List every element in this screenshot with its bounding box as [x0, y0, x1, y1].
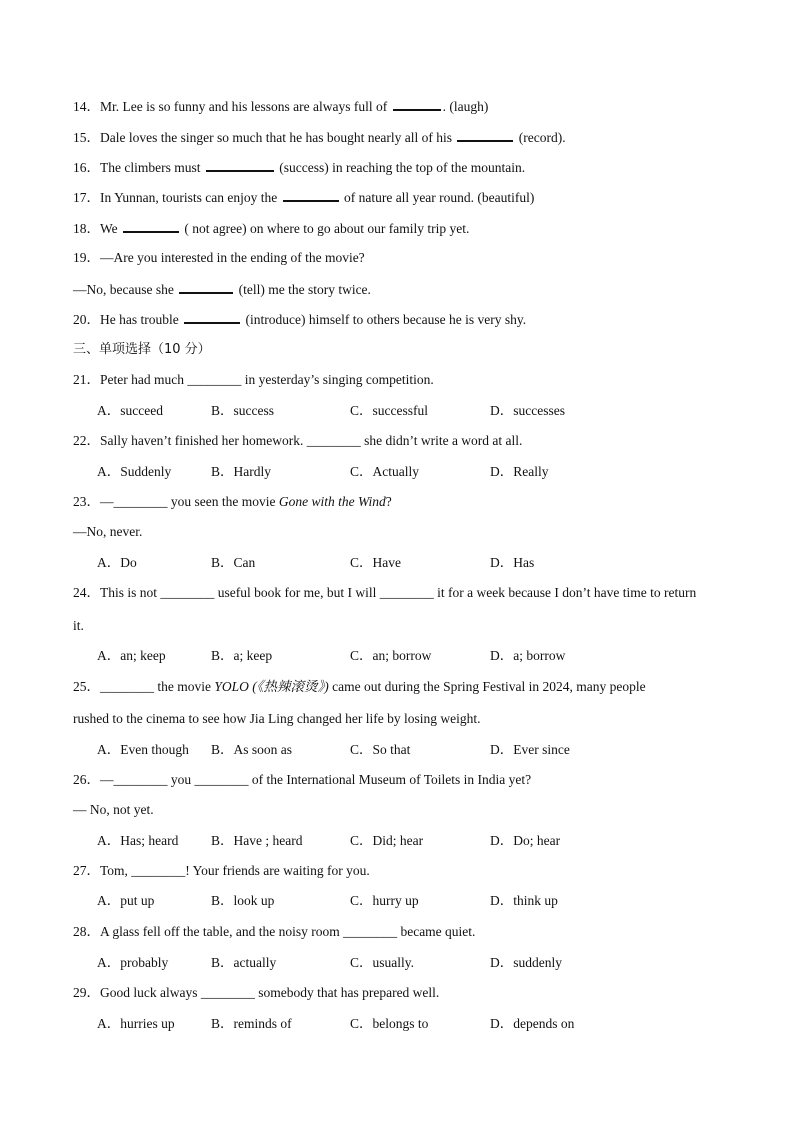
question-18	[73, 219, 469, 238]
question-text: 16．The climbers must	[73, 160, 204, 175]
question-text: ( not agree) on where to go about our family trip yet.	[181, 221, 470, 236]
question-text: 25．________ the movie	[73, 679, 215, 694]
option-d[interactable]: D．Has	[490, 555, 535, 570]
question-27: 27．Tom, ________! Your friends are waiting for you.	[73, 863, 370, 878]
option-a[interactable]: A．Has; heard	[97, 833, 179, 848]
question-22: 22．Sally haven’t finished her homework. ________ she didn’t write a word at all.	[73, 433, 523, 448]
option-b[interactable]: B．reminds of	[211, 1016, 292, 1031]
question-28: 28．A glass fell off the table, and the noisy room ________ became quiet.	[73, 924, 476, 939]
option-b[interactable]: B．success	[211, 403, 274, 418]
question-19	[73, 249, 365, 267]
question-25	[73, 678, 646, 696]
option-b[interactable]: B．As soon as	[211, 742, 293, 757]
option-d[interactable]: D．suddenly	[490, 955, 562, 970]
question-16	[73, 158, 525, 177]
option-d[interactable]: D．successes	[490, 403, 565, 418]
option-b[interactable]: B．Hardly	[211, 464, 271, 479]
option-c[interactable]: C．Have	[350, 555, 401, 570]
question-text: . (laugh)	[442, 99, 489, 114]
option-a[interactable]: A．probably	[97, 955, 169, 970]
option-b[interactable]: B．a; keep	[211, 648, 273, 663]
option-c[interactable]: C．usually.	[350, 955, 414, 970]
option-b[interactable]: B．look up	[211, 893, 275, 908]
question-26-reply: — No, not yet.	[73, 802, 154, 817]
question-text: of nature all year round. (beautiful)	[340, 190, 535, 205]
option-b[interactable]: B．Have ; heard	[211, 833, 303, 848]
answer-blank[interactable]	[206, 158, 274, 172]
option-c[interactable]: C．an; borrow	[350, 648, 432, 663]
question-text: (record).	[515, 130, 566, 145]
answer-blank[interactable]	[393, 97, 441, 111]
section-title: 三、单项选择（10 分）	[73, 342, 211, 357]
option-a[interactable]: A．Do	[97, 555, 137, 570]
question-text: 14．Mr. Lee is so funny and his lessons are always full of	[73, 99, 391, 114]
question-19-reply	[73, 280, 371, 299]
question-text: —No, because she	[73, 282, 178, 297]
option-c[interactable]: C．hurry up	[350, 893, 419, 908]
question-21: 21．Peter had much ________ in yesterday’s singing competition.	[73, 372, 434, 387]
option-c[interactable]: C．belongs to	[350, 1016, 429, 1031]
option-b[interactable]: B．Can	[211, 555, 256, 570]
question-26: 26．—________ you ________ of the International Museum of Toilets in India yet?	[73, 772, 532, 787]
question-text: 17．In Yunnan, tourists can enjoy the	[73, 190, 281, 205]
option-c[interactable]: C．successful	[350, 403, 428, 418]
option-d[interactable]: D．depends on	[490, 1016, 575, 1031]
option-a[interactable]: A．succeed	[97, 403, 163, 418]
question-text: 19．—Are you interested in the ending of the movie?	[73, 250, 365, 265]
question-text: 20．He has trouble	[73, 312, 183, 327]
option-b[interactable]: B．actually	[211, 955, 277, 970]
question-23-reply: —No, never.	[73, 524, 143, 539]
option-d[interactable]: D．a; borrow	[490, 648, 566, 663]
option-a[interactable]: A．an; keep	[97, 648, 166, 663]
answer-blank[interactable]	[179, 280, 233, 294]
answer-blank[interactable]	[123, 219, 179, 233]
question-14	[73, 97, 488, 116]
answer-blank[interactable]	[283, 188, 339, 202]
question-25-cont: rushed to the cinema to see how Jia Ling changed her life by losing weight.	[73, 711, 481, 726]
answer-blank[interactable]	[184, 310, 240, 324]
option-d[interactable]: D．Ever since	[490, 742, 570, 757]
movie-title: YOLO (《热辣滚烫》)	[214, 679, 329, 694]
option-d[interactable]: D．Really	[490, 464, 549, 479]
question-text: (tell) me the story twice.	[235, 282, 371, 297]
question-20	[73, 310, 526, 329]
question-text: 23．—________ you seen the movie	[73, 494, 279, 509]
option-a[interactable]: A．hurries up	[97, 1016, 175, 1031]
question-text: 18．We	[73, 221, 122, 236]
option-c[interactable]: C．So that	[350, 742, 411, 757]
question-text: (introduce) himself to others because he is very shy.	[242, 312, 527, 327]
answer-blank[interactable]	[457, 128, 513, 142]
option-c[interactable]: C．Did; hear	[350, 833, 424, 848]
option-a[interactable]: A．Even though	[97, 742, 189, 757]
question-24: 24．This is not ________ useful book for me, but I will ________ it for a week because I don’t have time to return	[73, 585, 697, 600]
question-29: 29．Good luck always ________ somebody that has prepared well.	[73, 985, 440, 1000]
option-a[interactable]: A．Suddenly	[97, 464, 172, 479]
question-24-cont: it.	[73, 618, 84, 633]
option-d[interactable]: D．Do; hear	[490, 833, 561, 848]
question-17	[73, 188, 534, 207]
question-text: came out during the Spring Festival in 2024, many people	[328, 679, 646, 694]
question-text: 15．Dale loves the singer so much that he has bought nearly all of his	[73, 130, 456, 145]
question-15	[73, 128, 566, 147]
option-c[interactable]: C．Actually	[350, 464, 419, 479]
option-a[interactable]: A．put up	[97, 893, 155, 908]
question-text: (success) in reaching the top of the mountain.	[275, 160, 526, 175]
option-d[interactable]: D．think up	[490, 893, 558, 908]
question-23	[73, 493, 392, 511]
movie-title: Gone with the Wind	[278, 494, 386, 509]
question-text: ?	[385, 494, 392, 509]
